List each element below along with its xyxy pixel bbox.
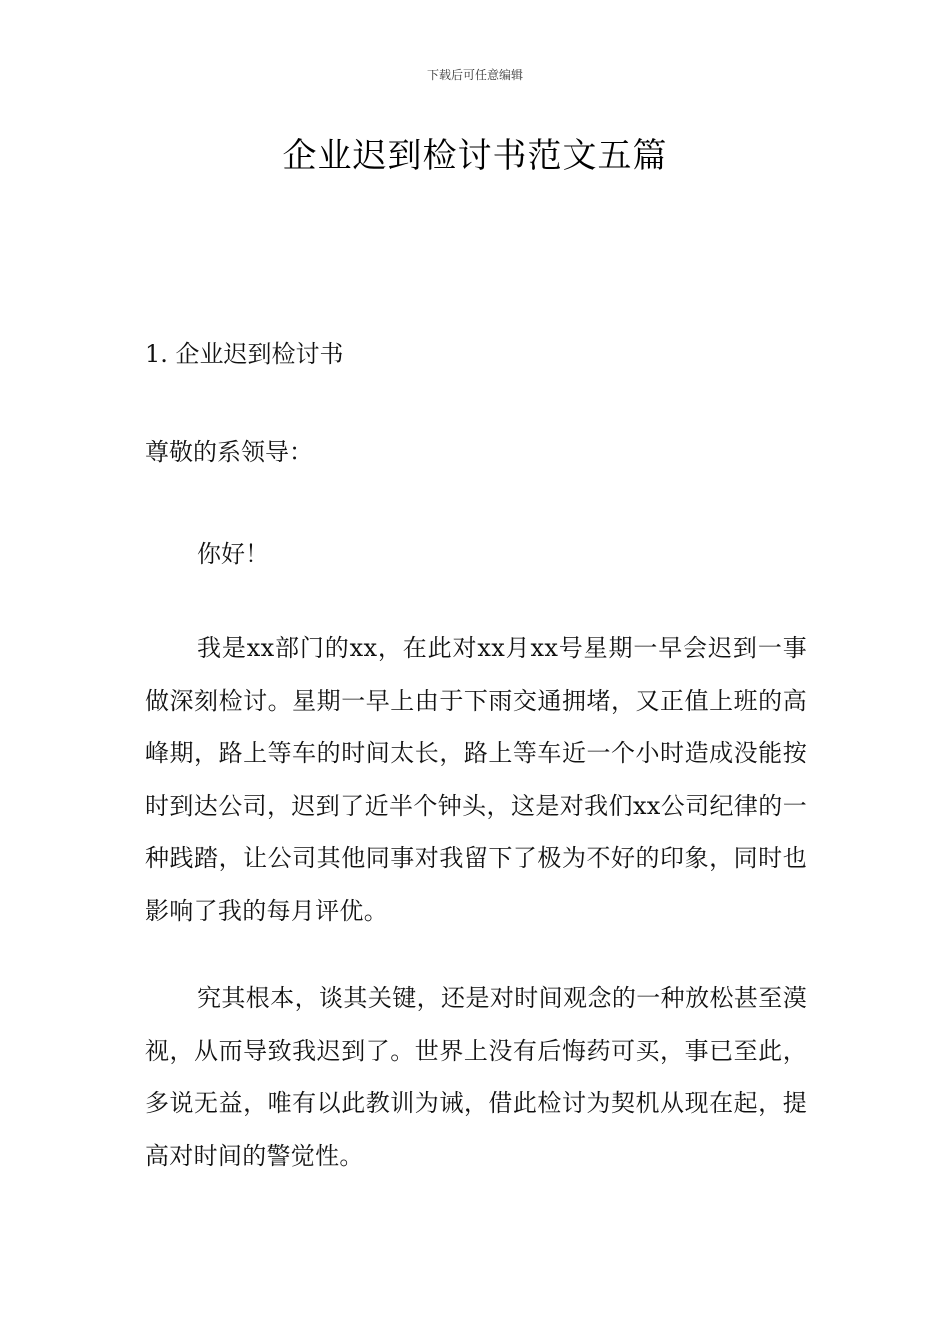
section-heading: 1. 企业迟到检讨书 bbox=[145, 340, 344, 368]
header-note: 下载后可任意编辑 bbox=[426, 68, 523, 82]
salutation: 尊敬的系领导： bbox=[145, 438, 313, 466]
body-paragraph: 我是xx部门的xx，在此对xx月xx号星期一早会迟到一事做深刻检讨。星期一早上由于下雨交通拥堵，又正值上班的高峰期，路上等车的时间太长，路上等车近一个小时造成没能按时到达公司，迟到了近半个钟头，这是对我们xx公司纪律的一种践踏，让公司其他同事对我留下了极为不好的印象，同时也影响了我的每月评优。 bbox=[145, 634, 807, 925]
body-paragraph: 究其根本，谈其关键，还是对时间观念的一种放松甚至漠视，从而导致我迟到了。世界上没有后悔药可买，事已至此，多说无益，唯有以此教训为诫，借此检讨为契机从现在起，提高对时间的警觉性。 bbox=[145, 984, 807, 1170]
document-title: 企业迟到检讨书范文五篇 bbox=[282, 136, 668, 176]
greeting: 你好！ bbox=[197, 540, 269, 568]
